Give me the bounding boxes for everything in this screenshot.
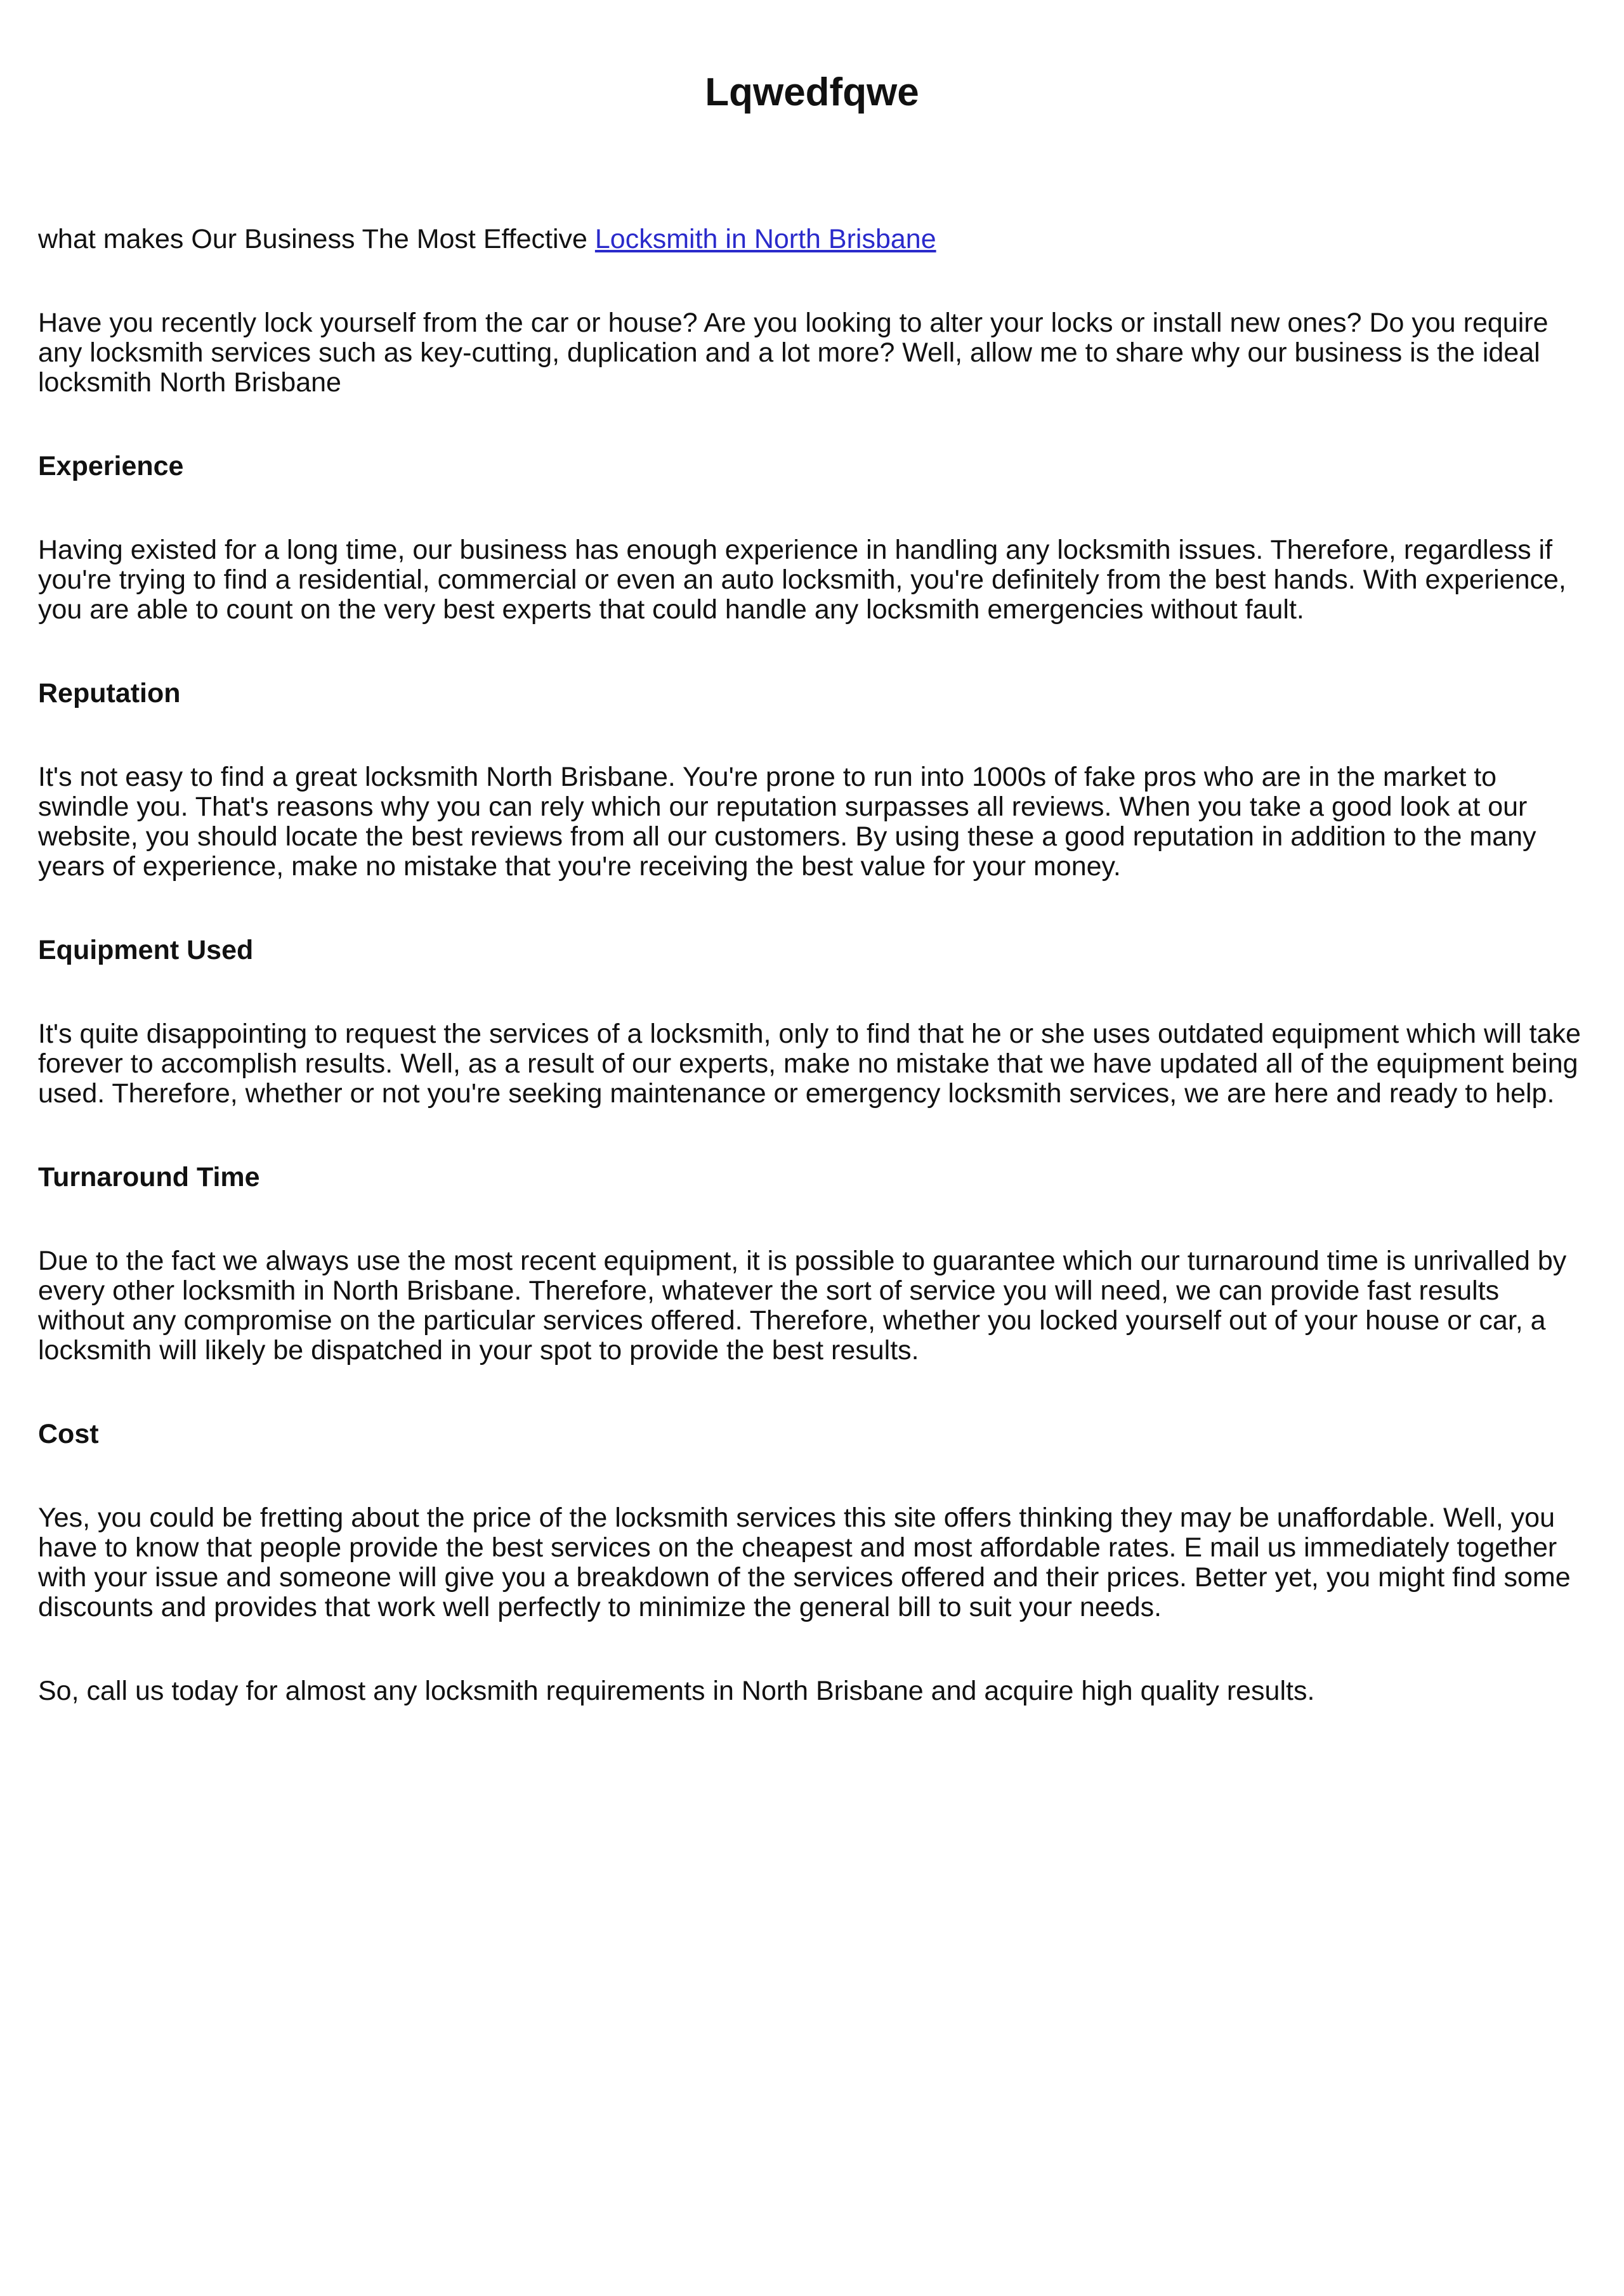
intro-text: what makes Our Business The Most Effective — [38, 224, 595, 254]
section-body-turnaround: Due to the fact we always use the most recent equipment, it is possible to guarantee which our turnaround time is unrivalled by every other locksmith in North Brisbane. Therefore, whatever the sort of service you will need, we can provide fast results without any compromise on the particular services offered. Therefore, whether you locked yourself out of your house or car, a locksmith will likely be dispatched in your spot to provide the best results. — [38, 1246, 1567, 1366]
section-body-experience: Having existed for a long time, our business has enough experience in handling any locksmith issues. Therefore, regardless if you're trying to find a residential, commercial or even an auto locksmith, you're definitely from the best hands. With experience, you are able to count on the very best experts that could handle any locksmith emergencies without fault. — [38, 535, 1566, 625]
section-heading-experience: Experience — [38, 451, 184, 481]
section-heading-equipment: Equipment Used — [38, 935, 254, 965]
section-heading-turnaround: Turnaround Time — [38, 1162, 260, 1192]
opening-paragraph: Have you recently lock yourself from the car or house? Are you looking to alter your locks or install new ones? Do you require any locksmith services such as key-cutting, duplication and a lot more? Well, allow me to share why our business is the ideal locksmith North Brisbane — [38, 308, 1549, 398]
locksmith-link[interactable]: Locksmith in North Brisbane — [594, 224, 936, 254]
intro-line — [38, 225, 1586, 254]
section-body-equipment: It's quite disappointing to request the services of a locksmith, only to find that he or she uses outdated equipment which will take forever to accomplish results. Well, as a result of our experts, make no mistake that we have updated all of the equipment being used. Therefore, whether or not you're seeking maintenance or emergency locksmith services, we are here and ready to help. — [38, 1019, 1581, 1109]
section-heading-cost: Cost — [38, 1419, 99, 1449]
page-title: Lqwedfqwe — [705, 70, 919, 114]
section-heading-reputation: Reputation — [38, 678, 181, 708]
section-body-reputation: It's not easy to find a great locksmith North Brisbane. You're prone to run into 1000s of fake pros who are in the market to swindle you. That's reasons why you can rely which our reputation surpasses all reviews. When you take a good look at our website, you should locate the best reviews from all our customers. By using these a good reputation in addition to the many years of experience, make no mistake that you're receiving the best value for your money. — [38, 762, 1536, 882]
closing-paragraph: So, call us today for almost any locksmith requirements in North Brisbane and acquire high quality results. — [38, 1676, 1315, 1706]
section-body-cost: Yes, you could be fretting about the price of the locksmith services this site offers thinking they may be unaffordable. Well, you have to know that people provide the best services on the cheapest and most affordable rates. E mail us immediately together with your issue and someone will give you a breakdown of the services offered and their prices. Better yet, you might find some discounts and provides that work well perfectly to minimize the general bill to suit your needs. — [38, 1503, 1571, 1622]
